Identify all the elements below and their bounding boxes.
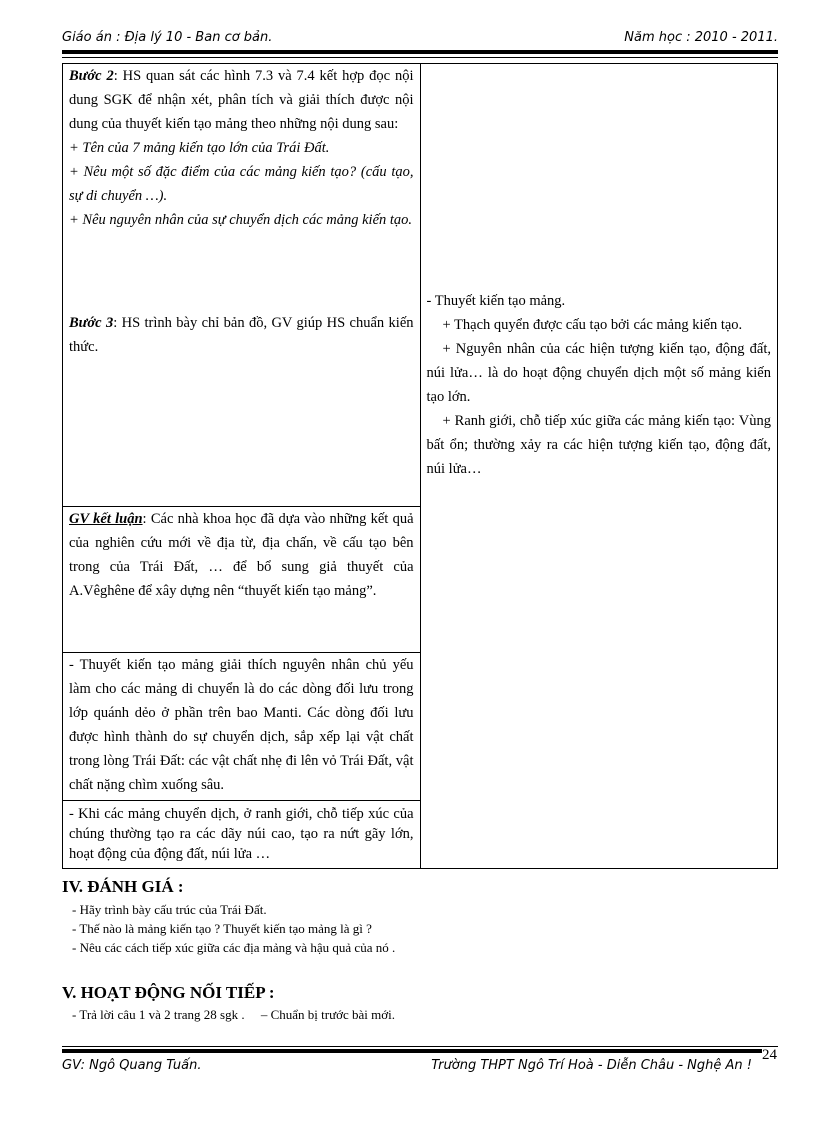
step2-block bbox=[69, 64, 414, 279]
section-4-title: IV. ĐÁNH GIÁ : bbox=[62, 877, 184, 896]
step3-text: : HS trình bày chỉ bản đồ, GV giúp HS chuẩn kiến thức. bbox=[69, 315, 414, 355]
step3-block bbox=[69, 279, 414, 506]
section-5-item: - Trả lời câu 1 và 2 trang 28 sgk . – Chuẩn bị trước bài mới. bbox=[72, 1007, 396, 1022]
step2-text: : HS quan sát các hình 7.3 và 7.4 kết hợp đọc nội dung SGK để nhận xét, phân tích và giải thích được nội dung của thuyết kiến tạo mảng theo những nội dung sau: bbox=[69, 68, 414, 132]
footer-left: GV: Ngô Quang Tuấn. bbox=[62, 1058, 202, 1073]
step2-bullet: + Nêu một số đặc điểm của các mảng kiến tạo? (cấu tạo, sự di chuyển …). bbox=[69, 164, 414, 204]
lesson-table bbox=[62, 63, 778, 869]
para3-text: - Khi các mảng chuyển dịch, ở ranh giới, chỗ tiếp xúc của chúng thường tạo ra các dãy núi cao, tạo ra nứt gãy lớn, hoạt động của động đất, núi lửa … bbox=[69, 806, 414, 862]
step2-label: Bước 2 bbox=[69, 68, 114, 84]
section-4-item: - Hãy trình bày cấu trúc của Trái Đất. bbox=[72, 902, 267, 917]
section-4-item: - Thế nào là mảng kiến tạo ? Thuyết kiến tạo mảng là gì ? bbox=[72, 921, 372, 936]
theory-title: - Thuyết kiến tạo mảng. bbox=[426, 293, 566, 309]
header-rule-thick bbox=[62, 50, 778, 54]
footer-rule-thick bbox=[62, 1049, 762, 1053]
footer-right: Trường THPT Ngô Trí Hoà - Diễn Châu - Nghệ An ! bbox=[431, 1058, 752, 1073]
step3-label: Bước 3 bbox=[69, 315, 114, 331]
header-left: Giáo án : Địa lý 10 - Ban cơ bản. bbox=[62, 30, 273, 45]
header-rule-thin bbox=[62, 57, 778, 58]
para2-text: - Thuyết kiến tạo mảng giải thích nguyên nhân chủ yếu làm cho các mảng di chuyển là do các dòng đối lưu trong lớp quánh dẻo ở phần trên bao Manti. Các dòng đối lưu được hình thành do sự chuyển dịch, sắp xếp lại vật chất trong lòng Trái Đất: các vật chất nhẹ đi lên vỏ Trái Đất, vật chất nặng chìm xuống sâu. bbox=[69, 657, 414, 793]
footer-rule-thin bbox=[62, 1046, 778, 1047]
conclusion-text: : Các nhà khoa học đã dựa vào những kết quả của nghiên cứu mới về địa từ, địa chấn, về cấu tạo bên trong của Trái Đất, … để bổ sung giả thuyết của A.Vêghêne để xây dựng nên “thuyết kiến tạo mảng”. bbox=[69, 511, 414, 599]
section-5-title: V. HOẠT ĐỘNG NỐI TIẾP : bbox=[62, 983, 275, 1002]
theory-point: + Nguyên nhân của các hiện tượng kiến tạo, động đất, núi lửa… là do hoạt động chuyển dịch một số mảng kiến tạo lớn. bbox=[426, 341, 771, 405]
page-number: 24 bbox=[762, 1047, 777, 1063]
header-right: Năm học : 2010 - 2011. bbox=[624, 30, 778, 45]
section-4-list bbox=[72, 900, 395, 957]
step2-bullet: + Nêu nguyên nhân của sự chuyển dịch các mảng kiến tạo. bbox=[69, 212, 413, 228]
section-4-item: - Nêu các cách tiếp xúc giữa các địa mảng và hậu quả của nó . bbox=[72, 940, 396, 955]
step2-bullet: + Tên của 7 mảng kiến tạo lớn của Trái Đất. bbox=[69, 140, 330, 156]
para2-block bbox=[69, 653, 414, 800]
conclusion-block bbox=[69, 507, 414, 652]
right-column bbox=[420, 64, 777, 869]
right-spacer bbox=[427, 64, 771, 289]
left-column bbox=[63, 64, 421, 869]
theory-point: + Ranh giới, chỗ tiếp xúc giữa các mảng kiến tạo: Vùng bất ổn; thường xảy ra các hiện tượng kiến tạo, động đất, núi lửa… bbox=[426, 413, 771, 477]
theory-point: + Thạch quyển được cấu tạo bởi các mảng kiến tạo. bbox=[442, 317, 743, 333]
conclusion-label: GV kết luận bbox=[69, 511, 143, 527]
para3-block bbox=[69, 801, 414, 868]
